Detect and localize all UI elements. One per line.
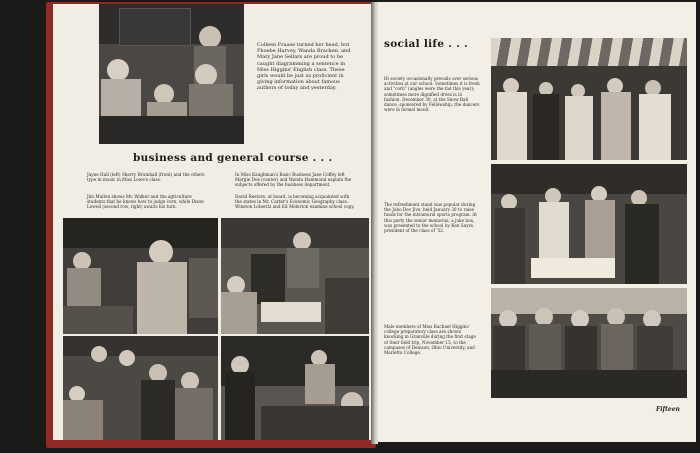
caption-agriculture: Jim Mullen shows Mr. Walker and the agriculture students that he knows how to judge corn, while Dixon Lowell (second row, right) awaits his turn. [87, 194, 204, 210]
photo-english-class [99, 4, 244, 144]
caption-typing: Jayne Hall (left) Sherry Brumhall (front) and the others type in music in Miss Lowe's class. [87, 172, 205, 183]
photo-business-class [221, 218, 369, 334]
photo-refreshment-stand [491, 164, 687, 284]
caption-snow-ball: Hi society occasionally prevails over serious activities at our school. Sometimes it is fresh and "corn" (angles were the fad this year); sometimes more dignified dress is in fashion. December 30, at the Snow Ball dance, sponsored by Fellowship, the dancers were in formal mood. [384, 76, 480, 113]
page-number: Fifteen [656, 406, 680, 413]
caption-geography: David Restore, at board, is becoming acquainted with the states in Mr. Carter's Economic Geography class. Winston Loberitz and Ed Melerton examine school copy. [235, 194, 355, 210]
left-page-heading: business and general course . . . [133, 152, 333, 164]
photo-geography-class [221, 336, 369, 440]
photo-field-trip [491, 288, 687, 398]
caption-refreshment-stand: The refreshment stand was popular during the Jobo Dev Jive, held January 30 to raise funds for the intramural sports program. At this party the senior memorial, a juke box, was presented to the school by Ken Sayre, president of the class of '52. [384, 202, 477, 234]
right-page-heading: social life . . . [384, 38, 468, 50]
caption-field-trip: Male members of Miss Rachael Higgins' college preparatory class are shown knocking in Granville during the first stage of their field trip, November 15, to the campuses of Denison, Ohio University, and Marietta College. [384, 324, 476, 356]
photo-agriculture-class [63, 336, 218, 440]
caption-english-class: Colleen Fraase turned her head, but Phoebe Harvey, Wanda Bracken, and Mary Jane Sellars are proud to be caught diagramming a sentence in Miss Higgins' English class. These girls would be just as proficient in giving information about famous authors of today and yesterday. [257, 42, 351, 92]
photo-typing-class [63, 218, 218, 334]
book-gutter [371, 2, 378, 444]
right-page [378, 2, 696, 442]
left-page [53, 4, 371, 440]
caption-basic-business: In Miss Kaughman's Basic Business Jane Coffey left Margie Doe (center) and Wanda Hammond explain the subjects offered by the business department. [235, 172, 352, 188]
photo-snow-ball-dance [491, 38, 687, 160]
